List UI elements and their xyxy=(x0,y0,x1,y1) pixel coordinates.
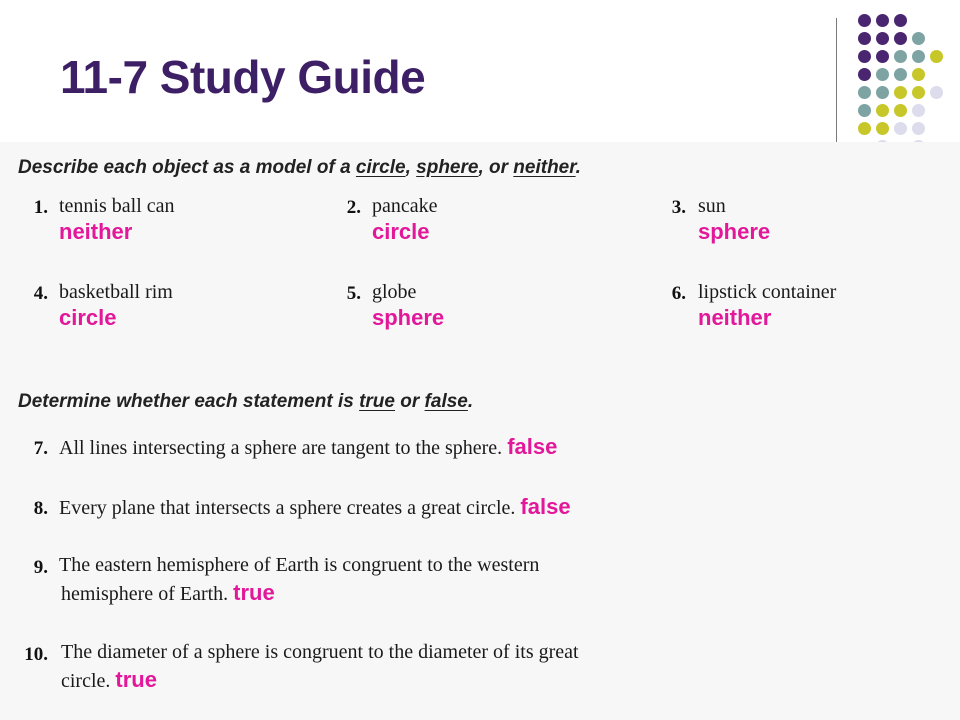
item-text: tennis ball can xyxy=(59,195,175,217)
section2-instruction xyxy=(18,391,473,413)
item-number: 9. xyxy=(33,557,48,578)
decor-dot xyxy=(912,104,925,117)
decor-dot xyxy=(858,50,871,63)
item-number: 5. xyxy=(346,283,361,304)
decor-dot xyxy=(876,122,889,135)
decor-dot xyxy=(912,50,925,63)
decor-dot xyxy=(858,122,871,135)
item-number: 4. xyxy=(33,283,48,304)
keyword-false: false xyxy=(424,391,468,412)
decor-dot xyxy=(894,68,907,81)
keyword-neither: neither xyxy=(513,157,576,178)
answer-label: circle xyxy=(372,219,430,244)
keyword-circle: circle xyxy=(355,157,406,178)
answer-label: false xyxy=(507,434,558,459)
keyword-sphere: sphere xyxy=(416,157,479,178)
decor-dot xyxy=(912,68,925,81)
section1-instruction xyxy=(18,157,581,179)
item-text: sun xyxy=(698,195,726,217)
item-text: pancake xyxy=(372,195,438,217)
statement-line xyxy=(61,580,275,606)
statement-text-cont: circle. xyxy=(61,670,111,692)
decor-dot xyxy=(858,86,871,99)
statement-line xyxy=(59,494,571,520)
decor-dot xyxy=(894,14,907,27)
worksheet-area xyxy=(0,142,960,720)
decor-dot xyxy=(894,104,907,117)
decor-dot xyxy=(912,122,925,135)
instruction-text: Describe each object as a model of a xyxy=(18,157,351,178)
decor-dot xyxy=(858,14,871,27)
decor-dot xyxy=(858,68,871,81)
item-number: 3. xyxy=(671,197,686,218)
statement-text-cont: hemisphere of Earth. xyxy=(61,583,229,605)
decor-dot xyxy=(876,68,889,81)
decor-dot xyxy=(912,32,925,45)
statement-line xyxy=(61,667,157,693)
item-number: 6. xyxy=(671,283,686,304)
decor-dot xyxy=(876,32,889,45)
decor-dot xyxy=(930,86,943,99)
item-text: lipstick container xyxy=(698,281,837,303)
title-divider-line xyxy=(836,18,837,144)
item-text: basketball rim xyxy=(59,281,173,303)
decorative-dot-grid xyxy=(848,14,952,154)
decor-dot xyxy=(930,50,943,63)
instruction-punct: , xyxy=(405,157,411,178)
decor-dot xyxy=(876,14,889,27)
item-number: 2. xyxy=(346,197,361,218)
decor-dot xyxy=(894,86,907,99)
decor-dot xyxy=(894,122,907,135)
decor-dot xyxy=(894,50,907,63)
answer-label: neither xyxy=(698,305,772,330)
decor-dot xyxy=(912,86,925,99)
answer-label: circle xyxy=(59,305,117,330)
decor-dot xyxy=(876,86,889,99)
answer-label: neither xyxy=(59,219,133,244)
item-number: 10. xyxy=(24,644,48,665)
answer-label: true xyxy=(233,580,275,605)
answer-label: true xyxy=(115,667,157,692)
keyword-true: true xyxy=(359,391,395,412)
instruction-text: Determine whether each statement is xyxy=(18,391,354,412)
answer-label: false xyxy=(520,494,571,519)
statement-line xyxy=(59,434,557,460)
decor-dot xyxy=(858,32,871,45)
item-number: 8. xyxy=(33,498,48,519)
instruction-text: or xyxy=(400,391,420,412)
instruction-punct: . xyxy=(467,391,474,412)
decor-dot xyxy=(876,50,889,63)
instruction-punct: . xyxy=(575,157,581,178)
statement-text: Every plane that intersects a sphere creates a great circle. xyxy=(59,497,516,519)
instruction-punct: , or xyxy=(478,157,509,178)
decor-dot xyxy=(876,104,889,117)
statement-text: All lines intersecting a sphere are tangent to the sphere. xyxy=(59,437,503,459)
statement-text: The diameter of a sphere is congruent to the diameter of its great xyxy=(61,641,579,663)
answer-label: sphere xyxy=(372,305,445,330)
answer-label: sphere xyxy=(698,219,771,244)
item-text: globe xyxy=(372,281,417,303)
decor-dot xyxy=(894,32,907,45)
item-number: 1. xyxy=(33,197,48,218)
item-number: 7. xyxy=(33,438,48,459)
slide-title: 11-7 Study Guide xyxy=(60,51,426,103)
decor-dot xyxy=(858,104,871,117)
statement-text: The eastern hemisphere of Earth is congruent to the western xyxy=(59,554,540,576)
